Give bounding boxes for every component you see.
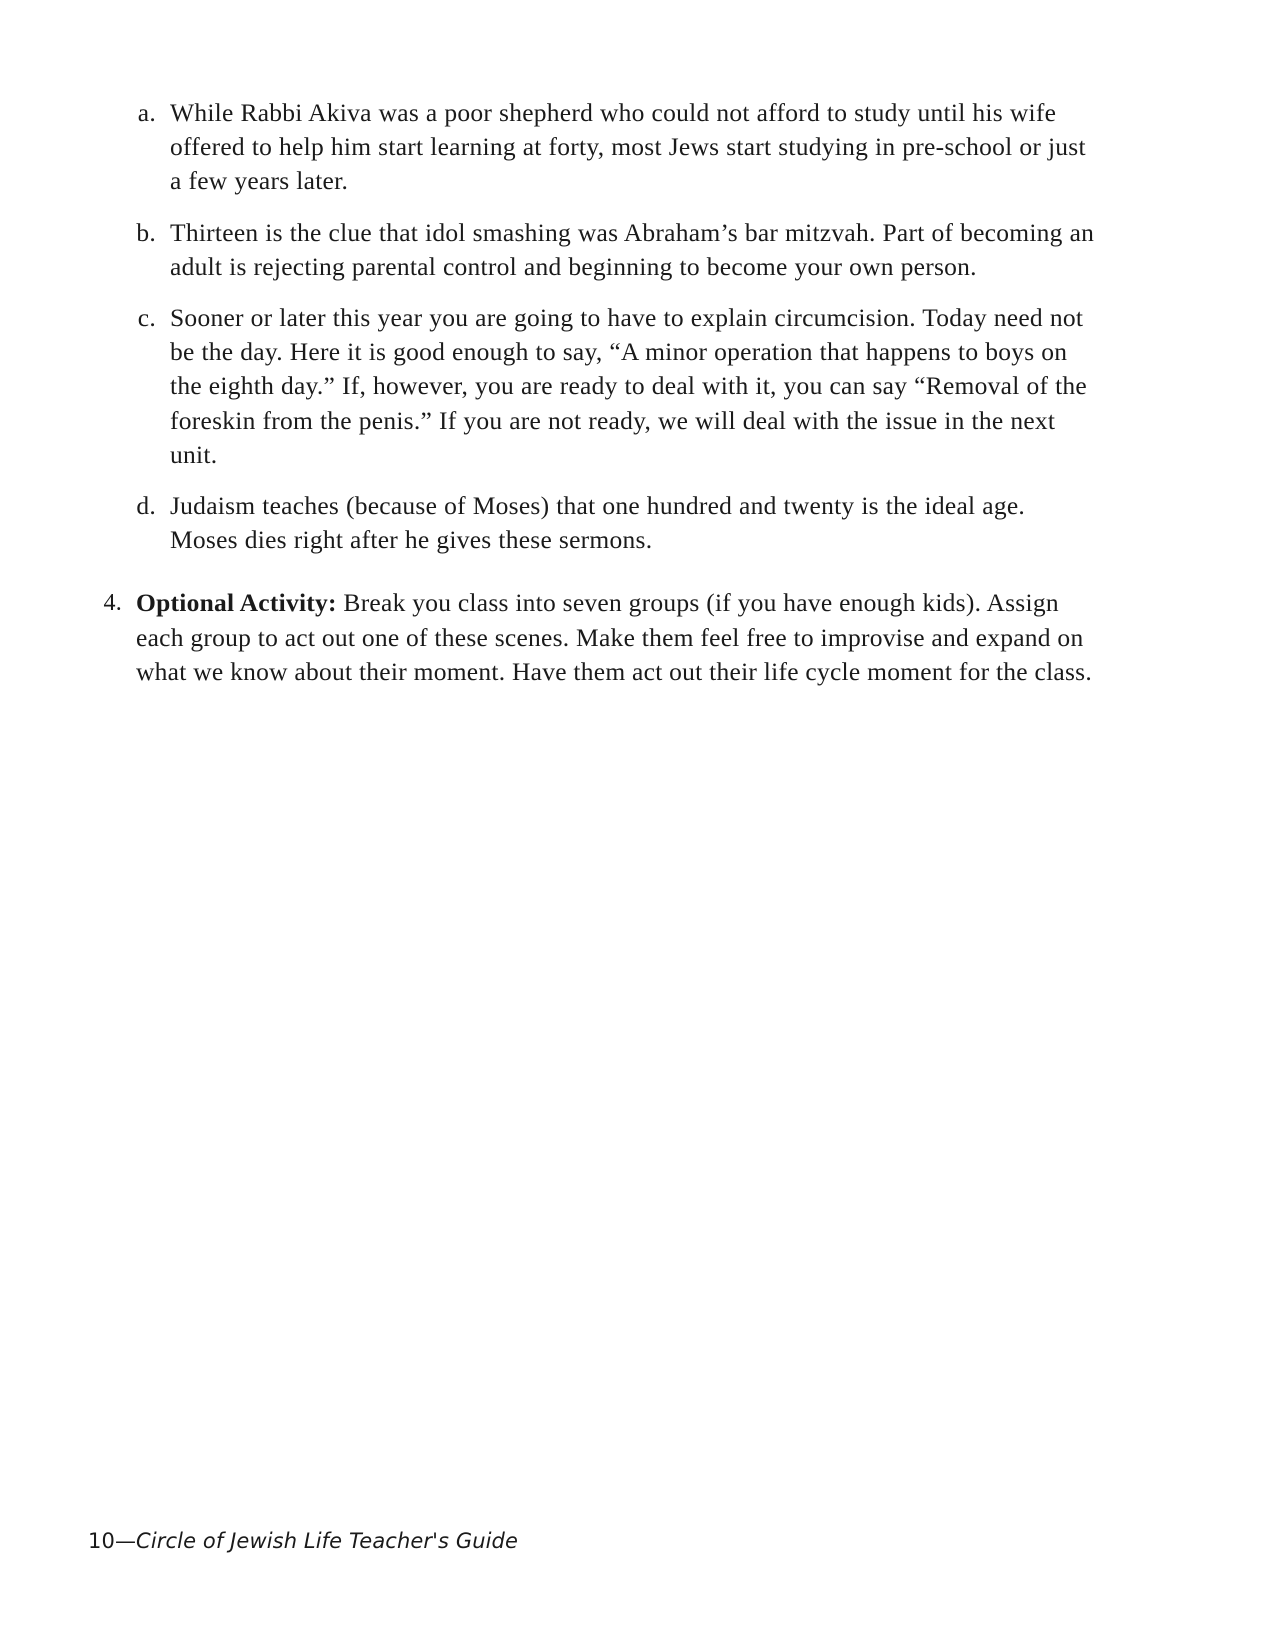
list-marker-a: a. xyxy=(137,98,156,127)
list-item-d-text: Judaism teaches (because of Moses) that one hundred and twenty is the ideal age. Moses dies right after he gives these sermons. xyxy=(170,491,1026,555)
list-item-4 xyxy=(96,586,1096,689)
page-content xyxy=(96,96,1096,689)
list-item-a-text: While Rabbi Akiva was a poor shepherd who could not afford to study until his wife offered to help him start learning at forty, most Jews start studying in pre-school or just a few years later. xyxy=(170,98,1086,196)
list-item-b xyxy=(96,216,1096,284)
list-item-d xyxy=(96,489,1096,557)
list-marker-c: c. xyxy=(137,303,156,333)
list-item-c-text: Sooner or later this year you are going to have to explain circumcision. Today need not be the day. Here it is good enough to say, “A minor operation that happens to boys on the eighth day.” If, however, you are ready to deal with it, you can say “Removal of the foreskin from the penis.” If you are not ready, we will deal with the issue in the next unit. xyxy=(170,303,1087,469)
optional-activity-label: Optional Activity: xyxy=(136,588,337,618)
list-item-a xyxy=(96,96,1096,199)
list-item-b-text: Thirteen is the clue that idol smashing was Abraham’s bar mitzvah. Part of becoming an adult is rejecting parental control and beginning to become your own person. xyxy=(170,217,1095,281)
lettered-sub-list xyxy=(96,96,1096,557)
numbered-list xyxy=(96,586,1096,689)
footer-page-number: 10 xyxy=(88,1529,115,1553)
list-marker-d: d. xyxy=(136,491,156,521)
page-footer xyxy=(88,1528,518,1554)
list-item-c xyxy=(96,301,1096,472)
footer-title: Circle of Jewish Life Teacher's Guide xyxy=(136,1529,519,1553)
list-marker-4: 4. xyxy=(103,590,122,617)
list-marker-b: b. xyxy=(136,217,156,247)
footer-dash: — xyxy=(114,1529,137,1553)
list-item-4-text: Break you class into seven groups (if you have enough kids). Assign each group to act out one of these scenes. Make them feel free to improvise and expand on what we know about their moment. Have them act out their life cycle moment for the class. xyxy=(136,588,1092,686)
list-spacer xyxy=(96,574,1096,586)
